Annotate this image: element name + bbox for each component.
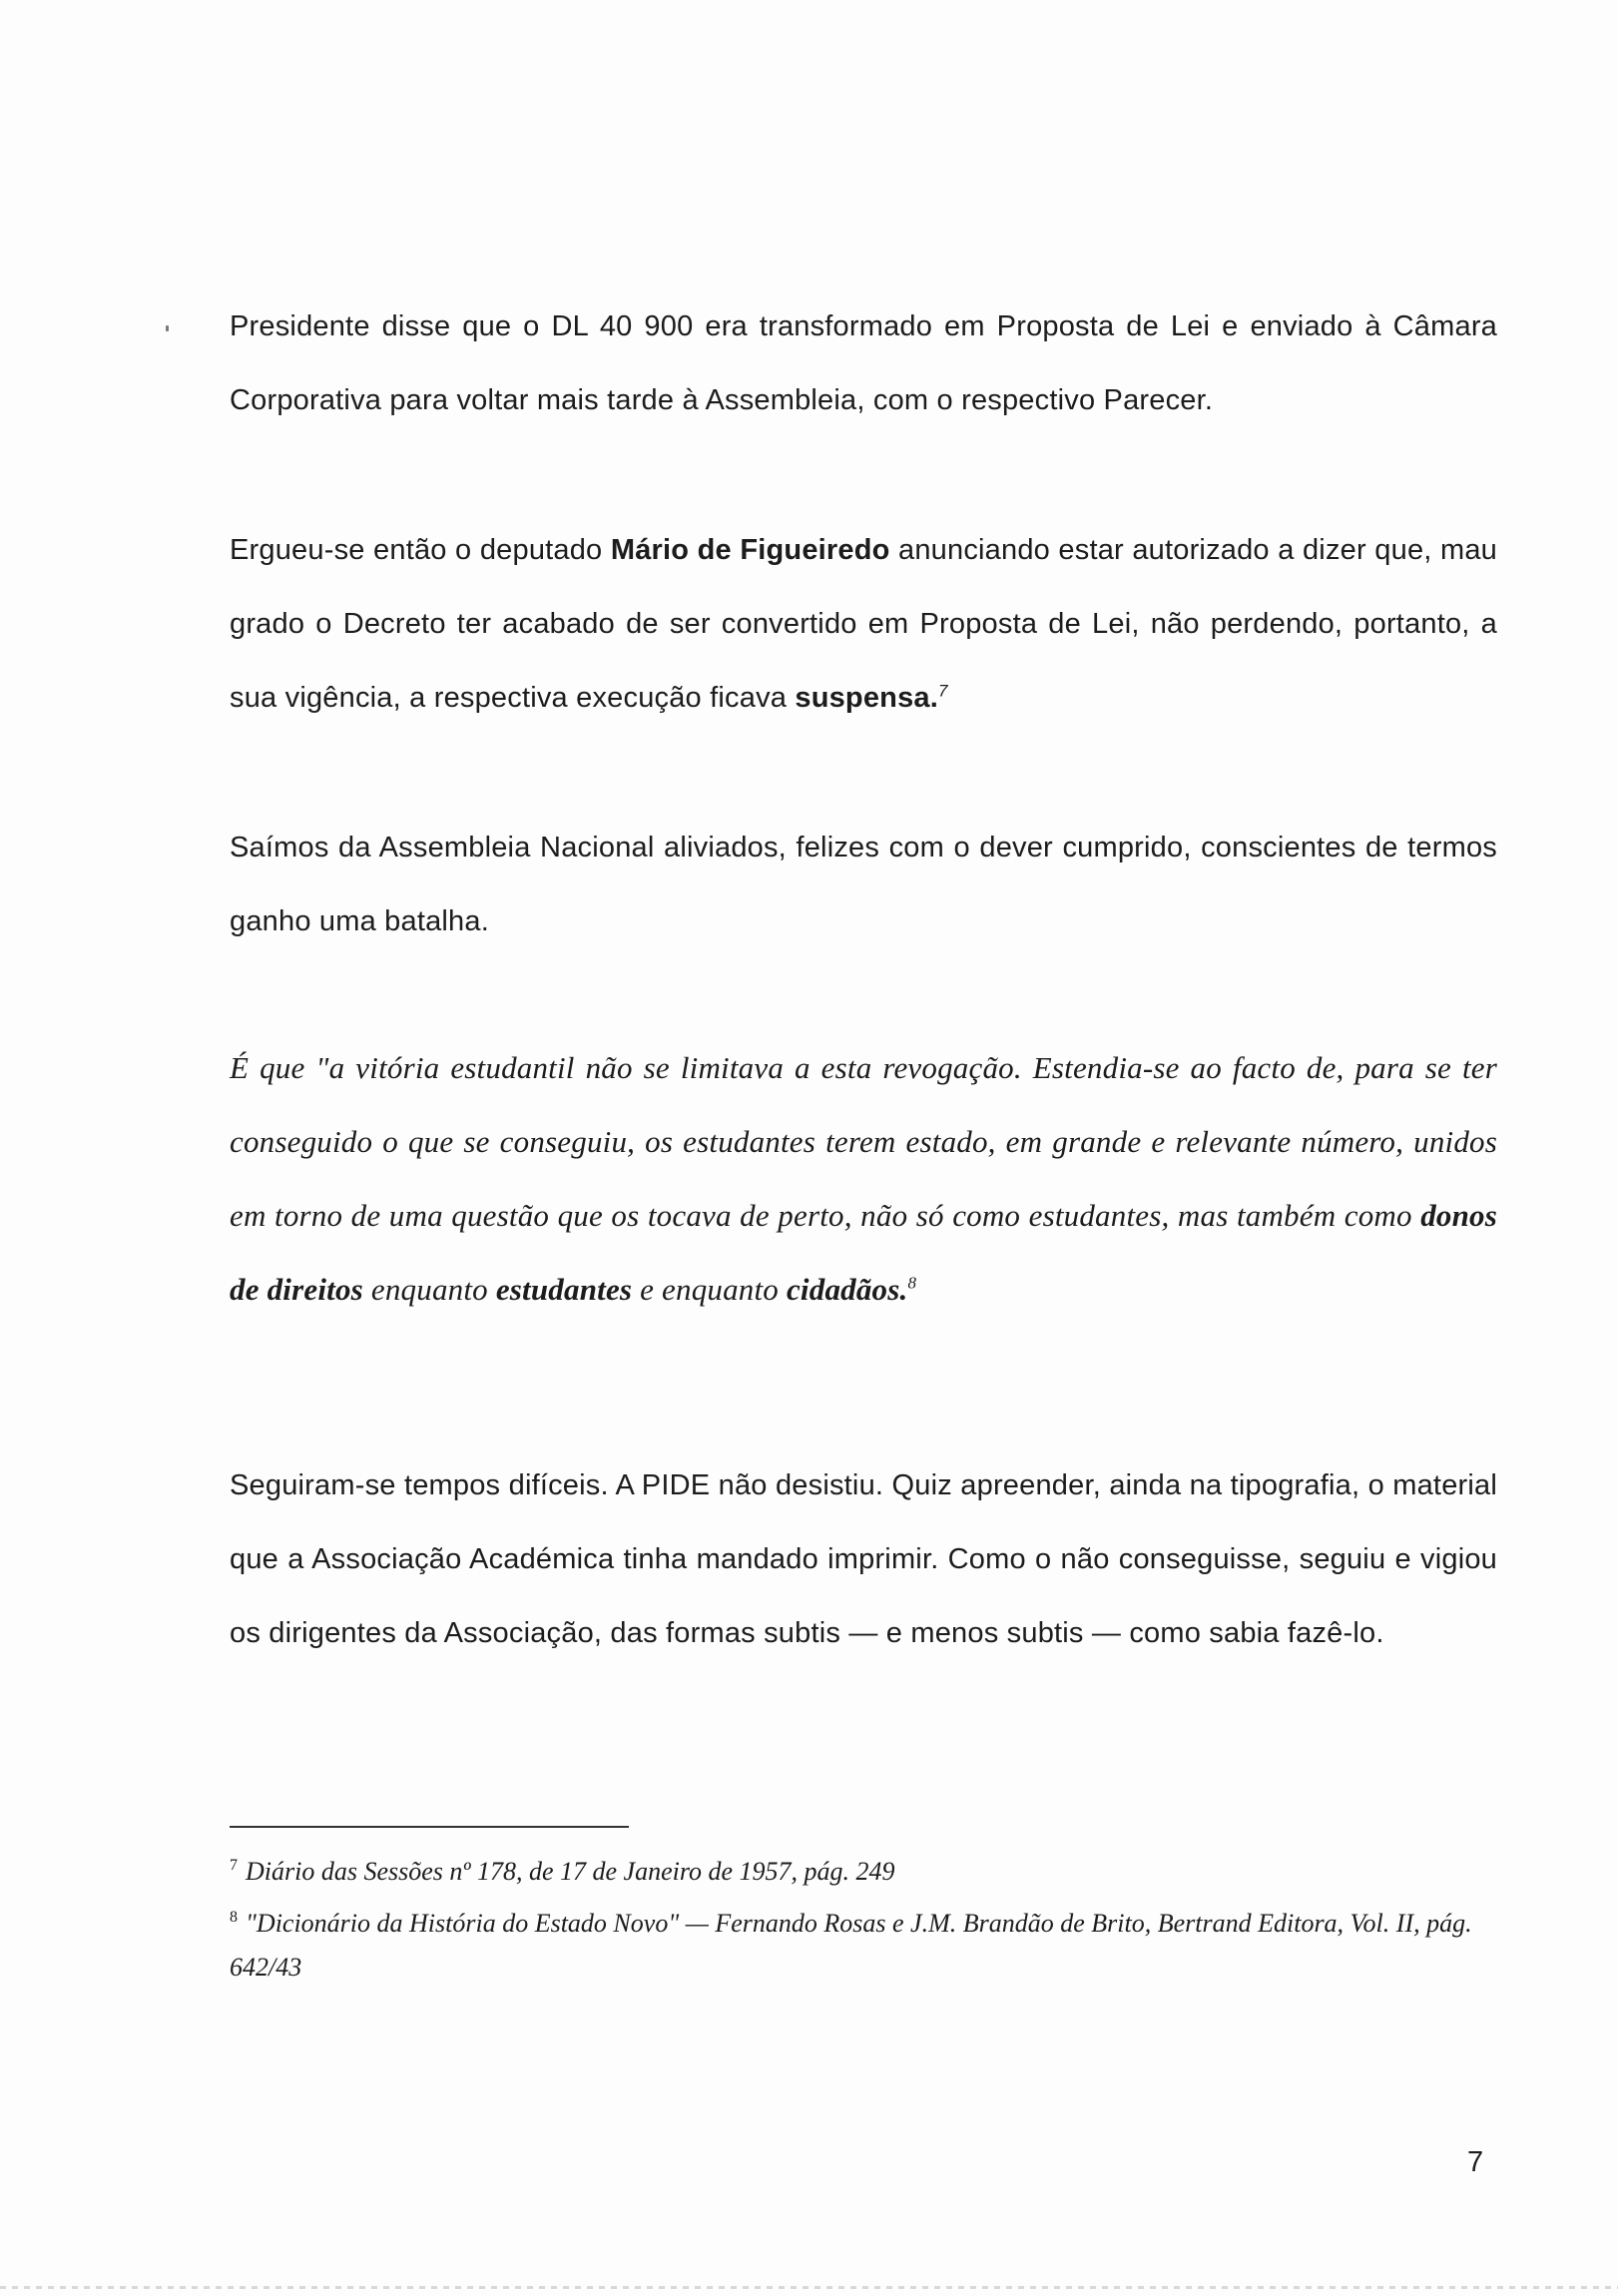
suspended-emphasis: suspensa. <box>795 682 939 714</box>
students-emphasis: estudantes <box>495 1272 633 1307</box>
paragraph-3: Saímos da Assembleia Nacional aliviados, felizes com o dever cumprido, conscientes de termos ganho uma batalha. <box>230 832 1497 937</box>
footnote-ref-8[interactable]: 8 <box>907 1273 917 1293</box>
footnote-7-number: 7 <box>230 1857 238 1875</box>
owners-of-rights-emphasis: donos de direitos <box>230 1198 1497 1307</box>
page-number: 7 <box>1467 2146 1484 2178</box>
paragraph-2-text-c: anunciando estar autorizado a dizer que, mau grado o Decreto ter acabado de ser convertido em Proposta de Lei, não perdendo, portanto, a sua vigência, a respectiva execução ficava <box>230 534 1497 714</box>
paragraph-2 <box>230 513 1497 735</box>
footnote-8 <box>230 1902 1497 1990</box>
footnote-7-text: Diário das Sessões nº 178, de 17 de Janeiro de 1957, pág. 249 <box>246 1857 895 1886</box>
deputy-name: Mário de Figueiredo <box>610 534 890 566</box>
scan-bottom-edge <box>0 2286 1618 2289</box>
quotation-text-c: enquanto <box>362 1272 496 1307</box>
paragraph-2-text-a: Ergueu-se então o deputado <box>230 534 611 566</box>
quotation-paragraph <box>230 1031 1497 1327</box>
footnote-8-number: 8 <box>230 1909 238 1927</box>
citizens-emphasis: cidadãos. <box>786 1272 908 1307</box>
paragraph-1: Presidente disse que o DL 40 900 era transformado em Proposta de Lei e enviado à Câmara Corporativa para voltar mais tarde à Assembleia, com o respectivo Parecer. <box>230 310 1497 416</box>
footnote-separator <box>230 1826 629 1828</box>
footnote-ref-7[interactable]: 7 <box>938 681 948 701</box>
quotation-text-a: É que "a vitória estudantil não se limitava a esta revogação. Estendia-se ao facto de, para se ter conseguido o que se conseguiu, os estudantes terem estado, em grande e relevante número, unidos em torno de uma questão que os tocava de perto, não só como estudantes, mas também como <box>230 1050 1497 1233</box>
quotation-text-e: e enquanto <box>632 1272 787 1307</box>
footnote-8-text: "Dicionário da História do Estado Novo" — Fernando Rosas e J.M. Brandão de Brito, Bertrand Editora, Vol. II, pág. 642/43 <box>230 1909 1472 1982</box>
footnote-7 <box>230 1850 1497 1894</box>
paragraph-5: Seguiram-se tempos difíceis. A PIDE não desistiu. Quiz apreender, ainda na tipografia, o material que a Associação Académica tinha mandado imprimir. Como o não conseguisse, seguiu e vigiou os dirigentes da Associação, das formas subtis — e menos subtis — como sabia fazê-lo. <box>230 1469 1497 1649</box>
scan-speck <box>166 325 169 331</box>
